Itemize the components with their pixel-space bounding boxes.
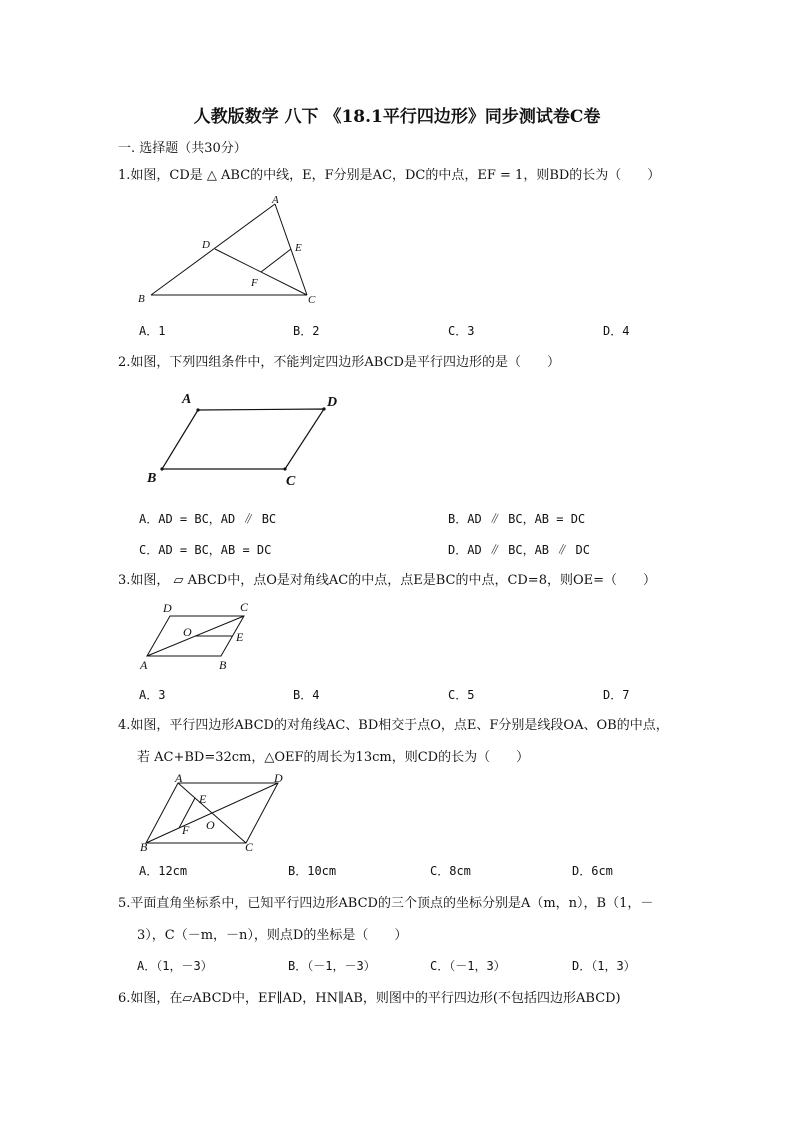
question-5-stem-line2: 3），C（－m，－n），则点D的坐标是（ ） [137,928,408,943]
label-E: E [236,630,244,644]
question-4-stem-line2: 若 AC+BD=32cm，△OEF的周长为13cm，则CD的长为（ ） [137,750,530,765]
label-B: B [140,840,148,854]
question-2-figure [140,385,360,495]
label-A: A [175,771,183,785]
label-B: B [219,658,227,672]
q5-option-c[interactable]: C．（－1，3） [430,959,506,973]
question-6-stem: 6.如图，在▱ABCD中，EF∥AD，HN∥AB，则图中的平行四边形(不包括四边形ABCD) [118,991,621,1006]
section-heading: 一. 选择题（共30分） [118,141,247,156]
label-A: A [140,658,148,672]
label-O: O [183,625,192,639]
q2-option-b[interactable]: B．AD ∥ BC，AB = DC [448,512,586,526]
question-2-stem: 2.如图，下列四组条件中，不能判定四边形ABCD是平行四边形的是（ ） [118,355,560,370]
label-A: A [182,392,192,407]
question-4-stem-line1: 4.如图，平行四边形ABCD的对角线AC、BD相交于点O，点E、F分别是线段OA、OB的中点， [118,718,669,733]
q4-option-c[interactable]: C．8cm [430,864,471,878]
question-1-figure [130,192,350,312]
label-D: D [274,771,283,785]
question-3-figure [135,598,285,673]
label-E: E [199,792,207,806]
q4-option-b[interactable]: B．10cm [288,864,337,878]
q4-option-d[interactable]: D．6cm [572,864,613,878]
q5-option-d[interactable]: D．（1，3） [572,959,636,973]
q1-option-d[interactable]: D．4 [603,324,630,338]
question-1-stem: 1.如图，CD是 △ ABC的中线，E，F分别是AC，DC的中点，EF = 1，则BD的长为（ ） [118,168,661,183]
label-D: D [163,601,172,615]
q5-option-b[interactable]: B．（－1，－3） [288,959,376,973]
q4-option-a[interactable]: A．12cm [139,864,188,878]
label-D: D [202,239,210,251]
label-B: B [138,293,145,305]
q3-option-c[interactable]: C．5 [448,688,475,702]
q1-option-a[interactable]: A．1 [139,324,166,338]
label-D: D [327,395,338,410]
page-title: 人教版数学 八下 《18.1平行四边形》同步测试卷C卷 [193,107,601,127]
label-C: C [286,474,296,489]
q2-option-c[interactable]: C．AD = BC，AB = DC [139,543,272,557]
label-C: C [308,294,316,306]
label-E: E [295,242,302,254]
label-O: O [206,818,215,832]
q1-option-b[interactable]: B．2 [293,324,320,338]
question-3-stem: 3.如图， ▱ ABCD中，点O是对角线AC的中点，点E是BC的中点，CD=8，则OE=（ ） [118,573,657,588]
q3-option-b[interactable]: B．4 [293,688,320,702]
question-5-stem-line1: 5.平面直角坐标系中，已知平行四边形ABCD的三个顶点的坐标分别是A（m，n），B（1，－ [118,896,654,911]
label-C: C [240,600,249,614]
q3-option-d[interactable]: D．7 [603,688,630,702]
q5-option-a[interactable]: A．（1，－3） [137,959,213,973]
q2-option-d[interactable]: D．AD ∥ BC，AB ∥ DC [448,543,590,557]
q3-option-a[interactable]: A．3 [139,688,166,702]
label-B: B [147,471,157,486]
label-C: C [245,840,254,854]
q1-option-c[interactable]: C．3 [448,324,475,338]
question-4-figure [135,772,295,852]
label-F: F [182,823,190,837]
label-A: A [272,194,279,206]
q2-option-a[interactable]: A．AD = BC，AD ∥ BC [139,512,277,526]
label-F: F [251,277,258,289]
